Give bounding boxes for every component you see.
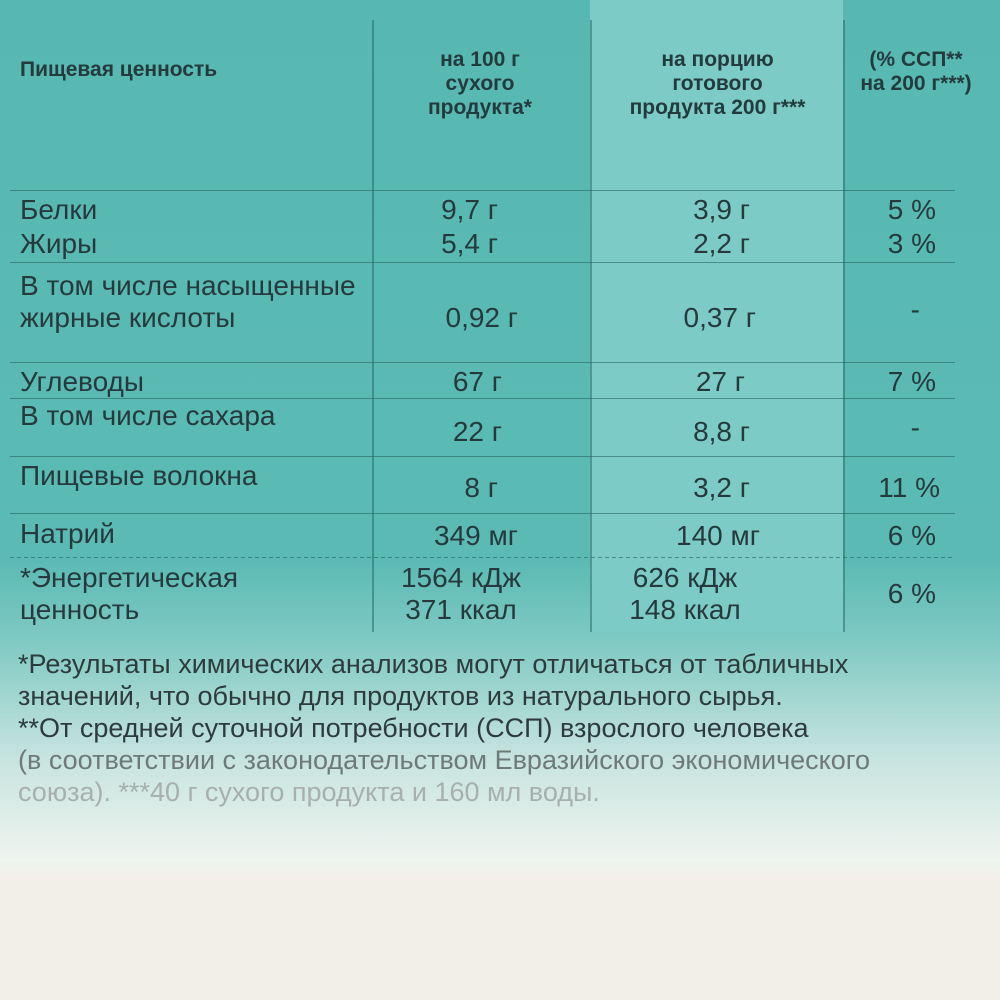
row-label-sugars: В том числе сахара bbox=[20, 400, 276, 431]
footnote-line: значений, что обычно для продуктов из натурального сырья. bbox=[18, 681, 783, 711]
row-divider bbox=[10, 262, 955, 263]
footnote-line: **От средней суточной потребности (ССП) взрослого человека bbox=[18, 713, 809, 743]
fat-per100: 5,4 г bbox=[441, 228, 498, 259]
footnote-line: (в соответствии с законодательством Евразийского экономического bbox=[18, 745, 871, 775]
footnote-line: союза). ***40 г сухого продукта и 160 мл воды. bbox=[18, 777, 600, 807]
header-per-100g: на 100 г сухого продукта* bbox=[428, 48, 532, 119]
row-label-fiber: Пищевые волокна bbox=[20, 460, 258, 491]
fiber-pct: 11 % bbox=[878, 472, 940, 503]
fat-portion: 2,2 г bbox=[693, 228, 750, 259]
footnote-line: *Результаты химических анализов могут отличаться от табличных bbox=[18, 649, 849, 679]
fat-pct: 3 % bbox=[887, 228, 936, 259]
row-divider bbox=[10, 513, 955, 514]
row-label-fat: Жиры bbox=[20, 228, 98, 259]
carbs-per100: 67 г bbox=[452, 366, 502, 397]
row-divider bbox=[10, 362, 955, 363]
energy-per100: 1564 кДж 371 ккал bbox=[400, 562, 521, 625]
fiber-per100: 8 г bbox=[464, 472, 498, 503]
carbs-portion: 27 г bbox=[695, 366, 745, 397]
sodium-portion: 140 мг bbox=[676, 520, 760, 551]
footnote bbox=[18, 648, 963, 808]
header-nutrition-value: Пищевая ценность bbox=[20, 58, 218, 81]
saturated-fat-per100: 0,92 г bbox=[445, 302, 518, 333]
row-divider bbox=[10, 190, 955, 191]
protein-portion: 3,9 г bbox=[693, 194, 750, 225]
energy-pct: 6 % bbox=[887, 578, 936, 609]
carbs-pct: 7 % bbox=[887, 366, 936, 397]
row-label-saturated-fat: В том числе насыщенные жирные кислоты bbox=[20, 270, 356, 333]
header-daily-percent: (% ССП** на 200 г***) bbox=[860, 48, 972, 95]
protein-pct: 5 % bbox=[887, 194, 936, 225]
fiber-portion: 3,2 г bbox=[693, 472, 750, 503]
row-divider bbox=[10, 398, 955, 399]
sugars-pct: - bbox=[910, 412, 920, 443]
sugars-per100: 22 г bbox=[452, 416, 502, 447]
sodium-pct: 6 % bbox=[887, 520, 936, 551]
row-label-sodium: Натрий bbox=[20, 518, 115, 549]
row-divider bbox=[10, 456, 955, 457]
saturated-fat-portion: 0,37 г bbox=[683, 302, 756, 333]
row-label-protein: Белки bbox=[20, 194, 98, 225]
energy-portion: 626 кДж 148 ккал bbox=[629, 562, 741, 625]
column-divider bbox=[590, 20, 592, 632]
sugars-portion: 8,8 г bbox=[693, 416, 750, 447]
column-divider bbox=[372, 20, 374, 632]
sodium-per100: 349 мг bbox=[434, 520, 518, 551]
header-per-portion: на порцию готового продукта 200 г*** bbox=[629, 48, 806, 119]
row-divider bbox=[10, 557, 955, 558]
column-divider bbox=[843, 20, 845, 632]
row-label-carbs: Углеводы bbox=[20, 366, 145, 397]
saturated-fat-pct: - bbox=[910, 294, 920, 325]
protein-per100: 9,7 г bbox=[441, 194, 498, 225]
row-label-energy: *Энергетическая ценность bbox=[20, 562, 239, 625]
